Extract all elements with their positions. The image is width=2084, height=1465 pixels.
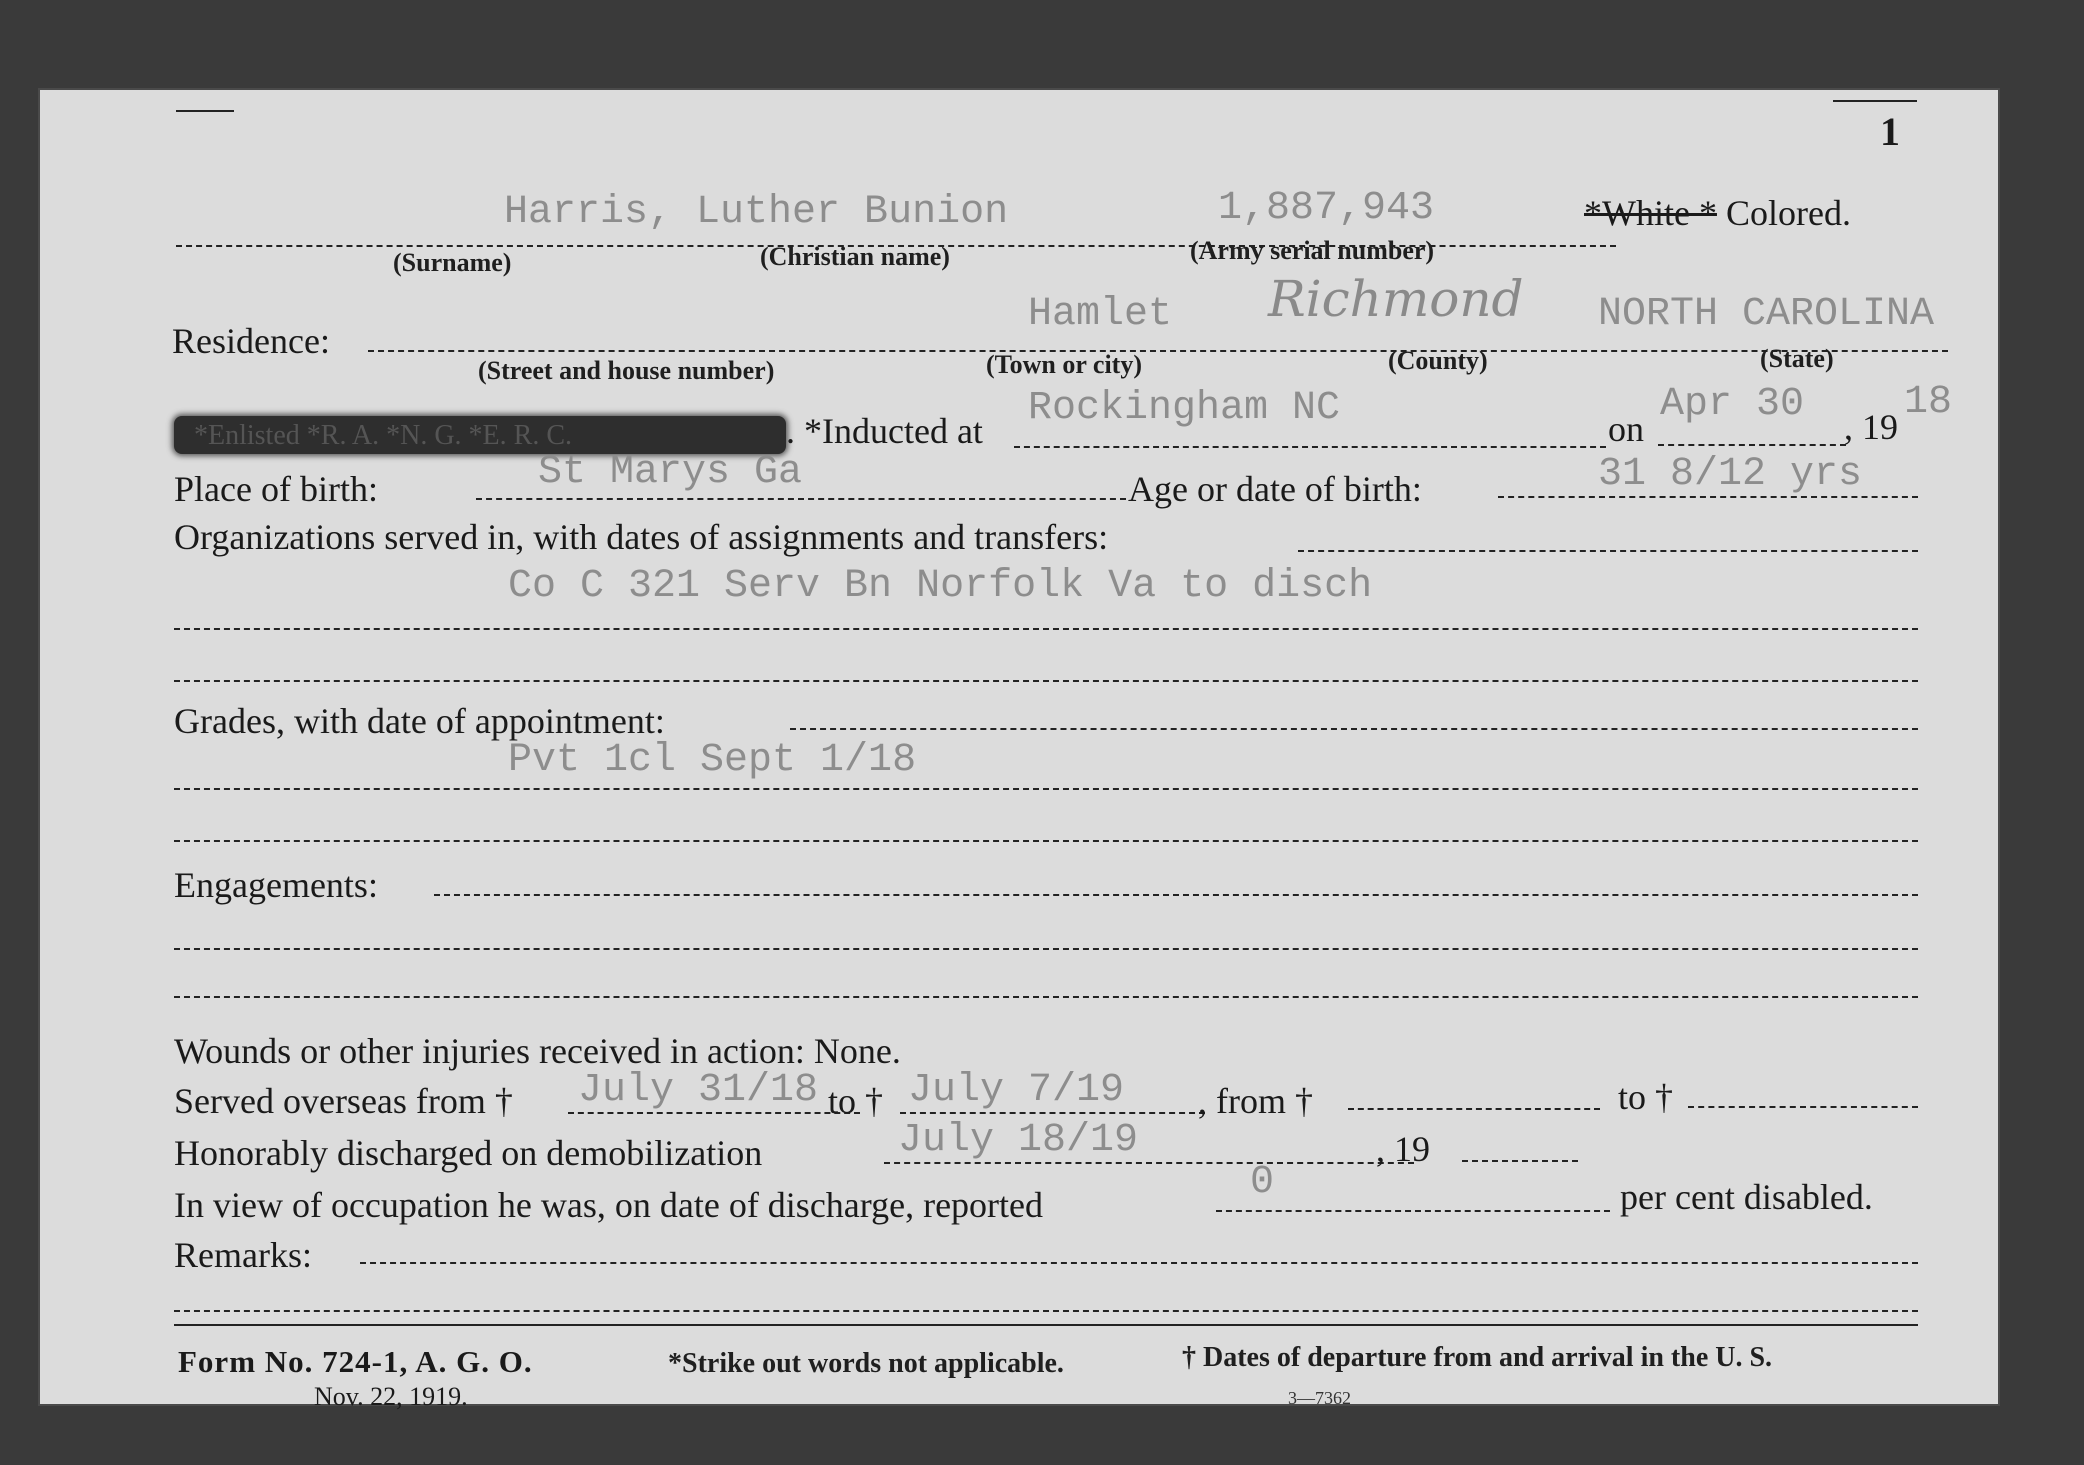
race-colored: Colored. [1725, 193, 1851, 233]
race-line [1584, 192, 1851, 234]
overseas-to2-line [1688, 1106, 1918, 1108]
residence-label: Residence: [172, 321, 330, 361]
redacted-enlistment-options [174, 416, 786, 454]
town-typed: Hamlet [1028, 292, 1173, 337]
engagements-label: Engagements: [174, 865, 378, 905]
remarks-line-2 [174, 1310, 1918, 1312]
inducted-place-line [1014, 446, 1606, 448]
overseas-label: Served overseas from † [174, 1081, 513, 1121]
footer-rule [174, 1324, 1918, 1326]
inducted-place-typed: Rockingham NC [1028, 386, 1341, 431]
redacted-text: *Enlisted *R. A. *N. G. *E. R. C. [194, 420, 573, 451]
street-label: (Street and house number) [478, 356, 775, 385]
county-handwritten: Richmond [1268, 270, 1524, 328]
service-record-card [38, 88, 2000, 1411]
place-of-birth-line [476, 498, 1126, 500]
overseas-from-typed: July 31/18 [578, 1068, 819, 1113]
remarks-label: Remarks: [174, 1235, 312, 1275]
top-left-mark [176, 110, 234, 112]
card-number: 1 [1880, 109, 1900, 154]
grades-typed: Pvt 1cl Sept 1/18 [508, 738, 917, 783]
discharge-year-line [1462, 1160, 1578, 1162]
organizations-label: Organizations served in, with dates of assignments and transfers: [174, 517, 1109, 557]
wounds-value: None. [813, 1031, 901, 1071]
inducted-at-label: . *Inducted at [786, 411, 983, 451]
grades-line-2 [174, 788, 1918, 790]
organizations-line-2 [174, 628, 1918, 630]
on-label: on [1608, 409, 1644, 449]
age-label: Age or date of birth: [1128, 469, 1422, 509]
overseas-to-typed: July 7/19 [908, 1068, 1125, 1113]
place-of-birth-label: Place of birth: [174, 469, 378, 509]
induction-date-line [1658, 444, 1846, 446]
christian-name-label: (Christian name) [760, 242, 950, 271]
age-typed: 31 8/12 yrs [1598, 452, 1863, 497]
serial-typed: 1,887,943 [1218, 186, 1435, 231]
induction-date-typed: Apr 30 [1660, 382, 1805, 427]
disability-suffix: per cent disabled. [1620, 1177, 1873, 1217]
race-white-struck: *White * [1584, 193, 1717, 233]
form-number: Form No. 724-1, A. G. O. [178, 1344, 533, 1379]
wounds-line [174, 1030, 901, 1072]
disability-value-typed: 0 [1250, 1160, 1275, 1205]
grades-line-1 [790, 728, 1918, 730]
induction-year-prefix: , 19 [1844, 407, 1898, 447]
discharge-label: Honorably discharged on demobilization [174, 1133, 763, 1173]
top-right-mark [1833, 100, 1917, 102]
grades-line-3 [174, 840, 1918, 842]
grades-label: Grades, with date of appointment: [174, 701, 665, 741]
organizations-typed: Co C 321 Serv Bn Norfolk Va to disch [508, 564, 1373, 609]
place-of-birth-typed: St Marys Ga [538, 450, 803, 495]
state-label: (State) [1760, 344, 1834, 373]
name-typed: Harris, Luther Bunion [504, 190, 1009, 235]
remarks-line-1 [360, 1262, 1918, 1264]
footnote-dates: † Dates of departure from and arrival in the U. S. [1182, 1342, 1773, 1373]
overseas-to-label: to † [828, 1081, 884, 1121]
disability-label: In view of occupation he was, on date of discharge, reported [174, 1185, 1044, 1225]
serial-label: (Army serial number) [1190, 236, 1435, 265]
surname-label: (Surname) [393, 248, 512, 277]
discharge-date-typed: July 18/19 [898, 1118, 1139, 1163]
overseas-from2-line [1348, 1108, 1600, 1110]
form-date: Nov. 22, 1919. [314, 1382, 468, 1411]
residence-line [368, 350, 1948, 352]
county-label: (County) [1388, 346, 1488, 375]
organizations-line-3 [174, 680, 1918, 682]
engagements-line-2 [174, 948, 1918, 950]
overseas-to2-label: to † [1618, 1077, 1674, 1117]
engagements-line-1 [434, 894, 1918, 896]
discharge-year-label: , 19 [1376, 1129, 1430, 1169]
induction-year-typed: 18 [1904, 380, 1953, 425]
disability-line [1216, 1210, 1610, 1212]
state-typed: NORTH CAROLINA [1598, 292, 1935, 337]
overseas-from2-label: , from † [1198, 1081, 1313, 1121]
footnote-strike-out: *Strike out words not applicable. [668, 1348, 1064, 1379]
wounds-label: Wounds or other injuries received in action: [174, 1031, 805, 1071]
engagements-line-3 [174, 996, 1918, 998]
town-label: (Town or city) [986, 350, 1142, 379]
organizations-line-1 [1298, 550, 1918, 552]
print-code: 3—7362 [1288, 1388, 1351, 1408]
